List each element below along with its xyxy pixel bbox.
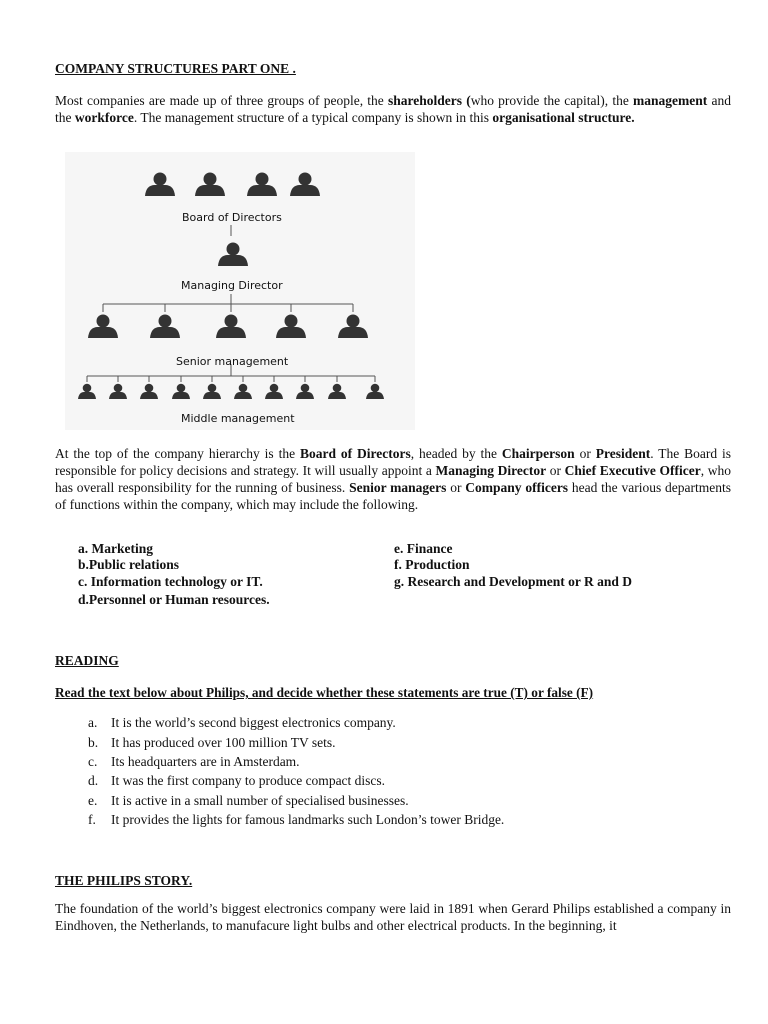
statement-item: f. It provides the lights for famous landmarks such London’s tower Bridge.	[88, 812, 505, 827]
board-member-icon	[195, 173, 225, 197]
department-item: c. Information technology or IT.	[78, 574, 263, 589]
statement-item: c. Its headquarters are in Amsterdam.	[88, 754, 300, 769]
statement-item: b. It has produced over 100 million TV sets.	[88, 735, 336, 750]
senior-manager-icon	[150, 315, 180, 339]
board-member-icon	[290, 173, 320, 197]
board-member-icon	[145, 173, 175, 197]
senior-manager-icon	[338, 315, 368, 339]
statement-item: e. It is active in a small number of specialised businesses.	[88, 793, 409, 808]
page-title: COMPANY STRUCTURES PART ONE .	[55, 61, 296, 76]
department-item: b.Public relations	[78, 557, 180, 572]
statement-item: a. It is the world’s second biggest electronics company.	[88, 715, 396, 730]
board-label: Board of Directors	[182, 211, 282, 224]
middle-manager-icon	[203, 384, 221, 399]
middle-manager-icon	[78, 384, 96, 399]
middle-manager-icon	[234, 384, 252, 399]
department-item: a. Marketing	[78, 541, 153, 556]
senior-management-label: Senior management	[176, 355, 289, 368]
middle-manager-icon	[109, 384, 127, 399]
middle-manager-icon	[265, 384, 283, 399]
department-item: d.Personnel or Human resources.	[78, 592, 270, 607]
middle-manager-icon	[140, 384, 158, 399]
statement-item: d. It was the first company to produce compact discs.	[88, 773, 386, 788]
managing-director-label: Managing Director	[181, 279, 283, 292]
department-item: g. Research and Development or R and D	[394, 574, 632, 589]
middle-manager-icon	[172, 384, 190, 399]
hierarchy-paragraph: At the top of the company hierarchy is the Board of Directors, headed by the Chairperson or President. The Board is responsible for policy decisions and strategy. It will usually appoint a Managing Director or Chief Executive Officer, who has overall responsibility for the running of business. Senior managers or Company officers head the various departments of functions within the company, which may include the following.	[55, 446, 732, 512]
managing-director-icon	[218, 243, 248, 267]
department-item: e. Finance	[394, 541, 453, 556]
middle-manager-icon	[296, 384, 314, 399]
intro-paragraph: Most companies are made up of three groups of people, the shareholders (who provide the capital), the management and the workforce. The management structure of a typical company is shown in this organisational structure.	[55, 93, 731, 125]
senior-manager-icon	[276, 315, 306, 339]
department-item: f. Production	[394, 557, 470, 572]
reading-instruction: Read the text below about Philips, and decide whether these statements are true (T) or false (F)	[55, 685, 594, 700]
senior-manager-icon	[88, 315, 118, 339]
reading-heading: READING	[55, 653, 119, 668]
senior-manager-icon	[216, 315, 246, 339]
org-chart	[65, 152, 415, 430]
story-heading: THE PHILIPS STORY.	[55, 873, 193, 888]
middle-management-label: Middle management	[181, 412, 295, 425]
story-paragraph: The foundation of the world’s biggest electronics company were laid in 1891 when Gerard Philips established a company in Eindhoven, the Netherlands, to manufacure light bulbs and other electrical products. In the beginning, it	[55, 901, 731, 933]
middle-manager-icon	[328, 384, 346, 399]
middle-manager-icon	[366, 384, 384, 399]
board-member-icon	[247, 173, 277, 197]
